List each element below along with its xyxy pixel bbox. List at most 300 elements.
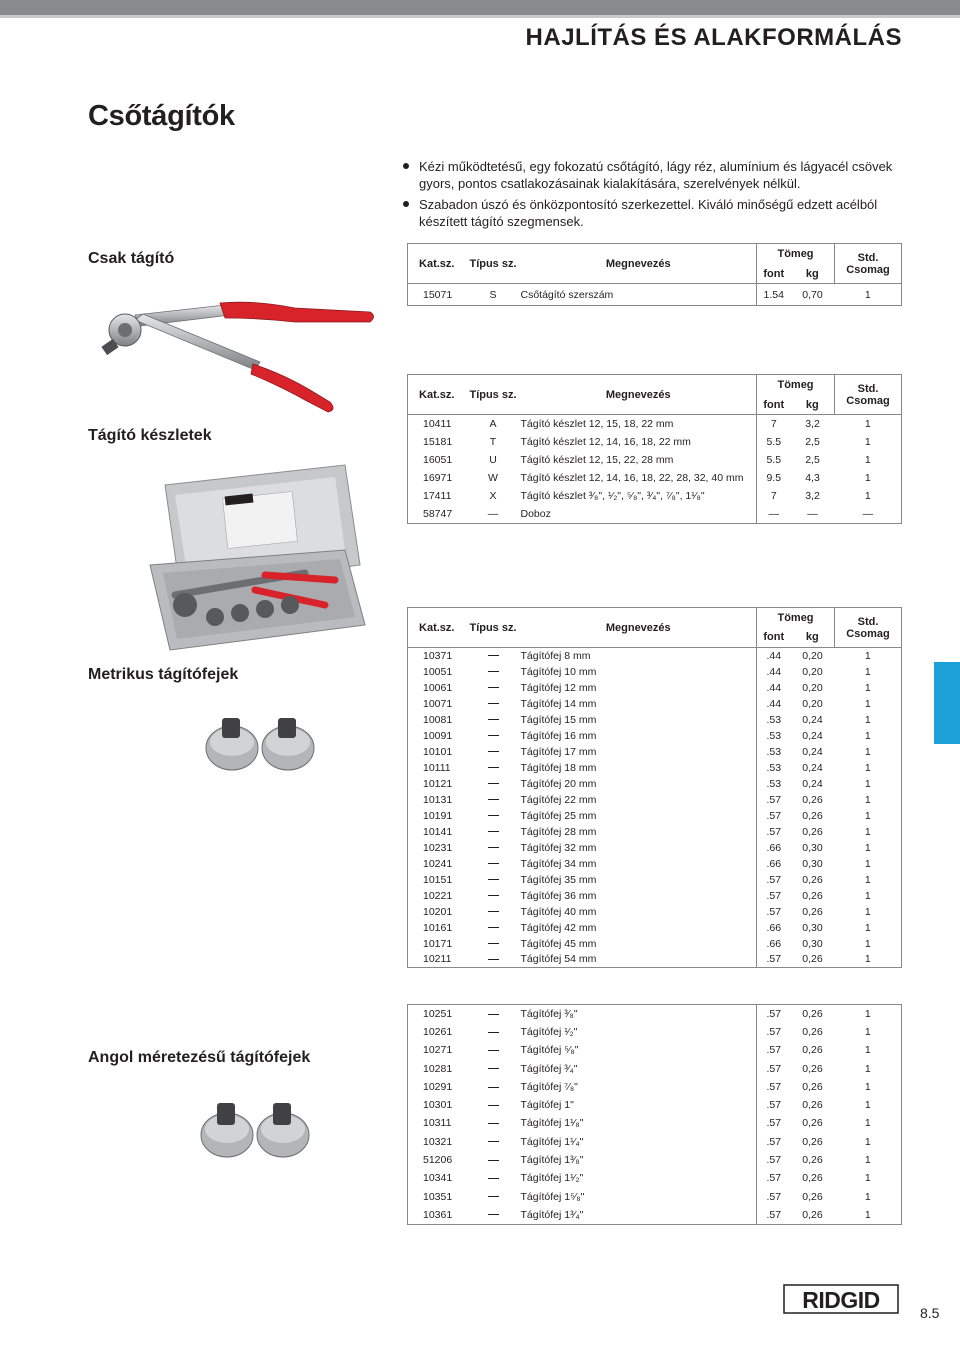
cell-name: Tágítófej 1" — [520, 1099, 574, 1112]
cell-kat: 16051 — [408, 451, 466, 469]
cell-name: Tágítófej 35 mm — [520, 873, 597, 886]
col-csomag-label: Csomag — [846, 263, 890, 276]
cell-kat: 10191 — [408, 808, 466, 824]
col-tipus: Típus sz. — [466, 608, 521, 648]
cell-kg: 0,26 — [802, 873, 823, 886]
cell-kg: 0,26 — [802, 825, 823, 838]
cell-std: 1 — [835, 1023, 902, 1041]
cell-name: Tágítófej 22 mm — [520, 793, 597, 806]
cell-font: .57 — [757, 888, 791, 904]
cell-kg: 0,26 — [802, 1044, 823, 1057]
cell-font: .57 — [757, 904, 791, 920]
cell-kg: 0,26 — [802, 1117, 823, 1130]
cell-kat: 16971 — [408, 469, 466, 487]
cell-tipus: — — [466, 505, 521, 524]
cell-kat: 10161 — [408, 920, 466, 936]
section-label-csak: Csak tágító — [88, 250, 175, 267]
cell-font: .66 — [757, 856, 791, 872]
cell-kat: 15071 — [408, 284, 466, 306]
cell-font: .53 — [757, 776, 791, 792]
cell-tipus: W — [488, 471, 498, 484]
cell-tipus — [466, 808, 521, 824]
header-title: HAJLÍTÁS ÉS ALAKFORMÁLÁS — [525, 24, 902, 51]
cell-kat: 10131 — [408, 792, 466, 808]
cell-tipus — [466, 904, 521, 920]
cell-font: .57 — [757, 1169, 791, 1187]
cell-font: 5.5 — [757, 433, 791, 451]
dash-mark — [488, 847, 499, 848]
table-row — [408, 487, 902, 505]
cell-kg: 0,26 — [802, 1172, 823, 1185]
col-kat: Kat.sz. — [408, 375, 466, 415]
cell-tipus — [466, 1059, 521, 1077]
cell-std: 1 — [835, 1169, 902, 1187]
cell-kat: 10341 — [408, 1169, 466, 1187]
cell-font: .57 — [757, 1078, 791, 1096]
dash-mark — [488, 1014, 499, 1015]
cell-kg: 0,30 — [802, 857, 823, 870]
cell-kg: 3,2 — [805, 489, 820, 502]
cell-font: .57 — [757, 1041, 791, 1059]
cell-tipus — [466, 1023, 521, 1041]
table-row — [408, 872, 902, 888]
cell-std: 1 — [835, 920, 902, 936]
col-kat: Kat.sz. — [408, 244, 466, 284]
dash-mark — [488, 1032, 499, 1033]
header-rule — [0, 15, 960, 18]
cell-tipus — [466, 1078, 521, 1096]
cell-std: 1 — [835, 284, 902, 306]
cell-kat: 10351 — [408, 1187, 466, 1205]
section-label-metrikus: Metrikus tágítófejek — [88, 666, 239, 683]
col-std — [835, 375, 902, 415]
col-kg: kg — [805, 631, 819, 644]
cell-kat: 58747 — [408, 505, 466, 524]
dash-mark — [488, 1123, 499, 1124]
cell-font: 9.5 — [757, 469, 791, 487]
table-row — [408, 680, 902, 696]
cell-kat: 10311 — [408, 1114, 466, 1132]
cell-kg: 0,26 — [802, 1062, 823, 1075]
header-bar — [0, 0, 960, 15]
bullet-icon — [403, 163, 409, 169]
feature-list — [402, 158, 902, 234]
cell-tipus — [466, 936, 521, 952]
cell-tipus — [466, 840, 521, 856]
cell-std: 1 — [835, 904, 902, 920]
cell-kat: 10321 — [408, 1133, 466, 1151]
dash-mark — [488, 703, 499, 704]
cell-kg: 0,26 — [802, 1099, 823, 1112]
cell-name: Tágítófej ¹⁄₂" — [520, 1025, 578, 1038]
table-row — [408, 728, 902, 744]
ridgid-logo — [782, 1283, 900, 1315]
cell-kg: 0,26 — [802, 793, 823, 806]
table-angol-tagitofejek — [407, 1004, 902, 1225]
dash-mark — [488, 911, 499, 912]
cell-name: Tágítófej ³⁄₄" — [520, 1062, 578, 1075]
cell-kat: 10141 — [408, 824, 466, 840]
cell-tipus: A — [466, 415, 521, 433]
cell-std: 1 — [835, 1187, 902, 1205]
cell-std: 1 — [835, 1133, 902, 1151]
cell-std: 1 — [835, 1206, 902, 1224]
cell-kg: 0,26 — [802, 809, 823, 822]
cell-std: 1 — [835, 664, 902, 680]
cell-tipus — [466, 1041, 521, 1059]
cell-kg: 0,24 — [802, 745, 823, 758]
col-kat: Kat.sz. — [408, 608, 466, 648]
cell-font: .44 — [757, 648, 791, 664]
col-tomeg: Tömeg — [757, 608, 835, 628]
cell-tipus — [466, 696, 521, 712]
table-tagito-keszletek — [407, 374, 902, 524]
cell-name: Tágítófej 25 mm — [520, 809, 597, 822]
table-row — [408, 1059, 902, 1077]
cell-tipus — [466, 792, 521, 808]
col-std-label: Std. — [857, 615, 879, 628]
dash-mark — [488, 1196, 499, 1197]
cell-tipus — [466, 1114, 521, 1132]
imperial-heads-image — [195, 1095, 315, 1165]
cell-std: 1 — [835, 1078, 902, 1096]
cell-tipus — [466, 1206, 521, 1224]
cell-std: 1 — [835, 433, 902, 451]
cell-tipus: U — [489, 453, 497, 466]
dash-mark — [488, 671, 499, 672]
table-row — [408, 904, 902, 920]
cell-font: 7 — [757, 487, 791, 505]
cell-name: Tágítófej 28 mm — [520, 825, 597, 838]
col-tipus: Típus sz. — [466, 375, 521, 415]
col-std — [835, 244, 902, 284]
cell-font: .66 — [757, 920, 791, 936]
col-csomag-label: Csomag — [846, 394, 890, 407]
cell-kat: 10081 — [408, 712, 466, 728]
cell-kg: 0,30 — [802, 921, 823, 934]
cell-std: — — [835, 505, 902, 524]
cell-kat: 10231 — [408, 840, 466, 856]
cell-kat: 10221 — [408, 888, 466, 904]
cell-kat: 10071 — [408, 696, 466, 712]
cell-std: 1 — [835, 1151, 902, 1169]
table-row — [408, 792, 902, 808]
bullet-icon — [403, 201, 409, 207]
col-tipus: Típus sz. — [466, 244, 521, 284]
cell-kg: 2,5 — [805, 435, 820, 448]
cell-kat: 10291 — [408, 1078, 466, 1096]
cell-name: Tágítófej 45 mm — [520, 937, 597, 950]
cell-name: Tágítófej 12 mm — [520, 681, 597, 694]
section-label-angol: Angol méretezésű tágítófejek — [88, 1049, 311, 1066]
cell-std: 1 — [835, 808, 902, 824]
table-metrikus-tagitofejek — [407, 607, 902, 968]
cell-kat: 10301 — [408, 1096, 466, 1114]
cell-kat: 17411 — [408, 487, 466, 505]
cell-std: 1 — [835, 487, 902, 505]
table-row — [408, 1041, 902, 1059]
cell-std: 1 — [835, 840, 902, 856]
cell-kat: 10171 — [408, 936, 466, 952]
cell-kat: 10111 — [408, 760, 466, 776]
cell-kg: — — [791, 505, 835, 524]
cell-name: Tágítófej 1¹⁄₄" — [520, 1135, 584, 1148]
col-kg: kg — [805, 398, 819, 411]
cell-std: 1 — [835, 1059, 902, 1077]
cell-tipus — [466, 1096, 521, 1114]
cell-std: 1 — [835, 792, 902, 808]
table-row — [408, 1005, 902, 1023]
dash-mark — [488, 719, 499, 720]
cell-font: .53 — [757, 728, 791, 744]
cell-kat: 10151 — [408, 872, 466, 888]
cell-tipus: X — [489, 489, 497, 502]
cell-std: 1 — [835, 696, 902, 712]
table-row — [408, 760, 902, 776]
table-row — [408, 415, 902, 433]
cell-tipus — [466, 824, 521, 840]
dash-mark — [488, 895, 499, 896]
cell-tipus: T — [489, 435, 497, 448]
cell-kg: 0,26 — [802, 905, 823, 918]
cell-kg: 0,26 — [791, 1206, 835, 1224]
dash-mark — [488, 1141, 499, 1142]
table-row — [408, 712, 902, 728]
cell-kat: 51206 — [408, 1151, 466, 1169]
cell-tipus — [466, 664, 521, 680]
col-name: Megnevezés — [521, 375, 757, 415]
cell-kat: 15181 — [408, 433, 466, 451]
cell-std: 1 — [835, 1005, 902, 1023]
table-row — [408, 1169, 902, 1187]
cell-font: 1.54 — [757, 284, 791, 306]
table-row — [408, 776, 902, 792]
cell-font: .57 — [757, 1096, 791, 1114]
cell-font: .44 — [757, 680, 791, 696]
cell-tipus — [466, 872, 521, 888]
cell-kg: 0,24 — [802, 777, 823, 790]
cell-tipus — [466, 776, 521, 792]
cell-font: .57 — [757, 1187, 791, 1205]
col-font: font — [757, 628, 791, 648]
cell-kat: 10361 — [408, 1206, 466, 1224]
cell-std: 1 — [835, 728, 902, 744]
dash-mark — [488, 959, 499, 960]
cell-std: 1 — [835, 824, 902, 840]
col-name: Megnevezés — [521, 244, 757, 284]
cell-std: 1 — [835, 680, 902, 696]
cell-tipus — [466, 888, 521, 904]
cell-name: Tágító készlet 12, 15, 22, 28 mm — [520, 453, 674, 466]
cell-tipus — [466, 648, 521, 664]
table-row — [408, 1206, 902, 1224]
dash-mark — [488, 783, 499, 784]
feature-item — [402, 158, 902, 192]
col-std-label: Std. — [857, 251, 879, 264]
page-title: Csőtágítók — [88, 100, 235, 132]
cell-tipus — [466, 1187, 521, 1205]
feature-text: Szabadon úszó és önközpontosító szerkezettel. Kiváló minőségű edzett acélból készített tágító szegmensek. — [419, 197, 878, 229]
cell-kat: 10371 — [408, 648, 466, 664]
cell-std: 1 — [835, 1041, 902, 1059]
cell-tipus — [466, 680, 521, 696]
cell-std: 1 — [835, 415, 902, 433]
cell-tipus — [466, 952, 521, 968]
dash-mark — [488, 1105, 499, 1106]
cell-kat: 10061 — [408, 680, 466, 696]
cell-std: 1 — [835, 469, 902, 487]
col-csomag-label: Csomag — [846, 627, 890, 640]
cell-std: 1 — [835, 760, 902, 776]
cell-font: .57 — [757, 1059, 791, 1077]
table-row — [408, 1078, 902, 1096]
cell-font: .57 — [757, 1023, 791, 1041]
col-font: font — [757, 396, 791, 415]
table-row — [408, 1133, 902, 1151]
cell-name: Tágítófej 8 mm — [521, 648, 757, 664]
dash-mark — [488, 1160, 499, 1161]
table-row — [408, 1023, 902, 1041]
cell-tipus — [466, 920, 521, 936]
cell-font: — — [757, 505, 791, 524]
cell-tipus: S — [466, 284, 521, 306]
cell-kg: 0,24 — [802, 761, 823, 774]
cell-name: Tágítófej 14 mm — [520, 697, 597, 710]
cell-kg: 0,24 — [802, 729, 823, 742]
cell-kat: 10051 — [408, 664, 466, 680]
dash-mark — [488, 751, 499, 752]
dash-mark — [488, 1178, 499, 1179]
cell-font: .66 — [757, 840, 791, 856]
cell-name: Tágítófej 20 mm — [520, 777, 597, 790]
cell-kg: 0,20 — [802, 681, 823, 694]
page-number: 8.5 — [920, 1305, 940, 1321]
cell-font: .53 — [757, 712, 791, 728]
dash-mark — [488, 687, 499, 688]
cell-kg: 0,24 — [802, 713, 823, 726]
cell-font: .57 — [757, 1206, 791, 1224]
col-name: Megnevezés — [521, 608, 757, 648]
dash-mark — [488, 927, 499, 928]
table-row — [408, 664, 902, 680]
cell-font: .57 — [757, 872, 791, 888]
metric-heads-image — [200, 708, 320, 778]
cell-kg: 0,26 — [802, 1025, 823, 1038]
cell-kg: 3,2 — [791, 415, 835, 433]
cell-font: 5.5 — [757, 451, 791, 469]
dash-mark — [488, 655, 499, 656]
table-row — [408, 840, 902, 856]
cell-name: Tágítófej 32 mm — [520, 841, 597, 854]
cell-std: 1 — [835, 888, 902, 904]
col-tomeg: Tömeg — [757, 375, 835, 396]
cell-font: .57 — [757, 824, 791, 840]
logo-text: RIDGID — [802, 1287, 880, 1313]
cell-tipus — [466, 712, 521, 728]
cell-name: Tágítófej ³⁄₈" — [521, 1005, 757, 1023]
dash-mark — [488, 1214, 499, 1215]
cell-std: 1 — [835, 952, 902, 968]
dash-mark — [488, 815, 499, 816]
dash-mark — [488, 1068, 499, 1069]
cell-font: .57 — [757, 952, 791, 968]
col-std — [835, 608, 902, 648]
cell-kg: 0,20 — [802, 697, 823, 710]
cell-name: Tágítófej 1³⁄₄" — [521, 1206, 757, 1224]
cell-tipus — [466, 1169, 521, 1187]
cell-name: Tágítófej ⁵⁄₈" — [520, 1044, 579, 1057]
cell-tipus — [466, 1005, 521, 1023]
cell-name: Csőtágító szerszám — [521, 284, 757, 306]
table-row — [408, 451, 902, 469]
cell-name: Tágítófej ⁷⁄₈" — [520, 1080, 578, 1093]
cell-name: Tágítófej 17 mm — [520, 745, 597, 758]
cell-tipus — [466, 1151, 521, 1169]
cell-kg: 0,26 — [802, 889, 823, 902]
cell-std: 1 — [835, 856, 902, 872]
cell-kat: 10211 — [408, 952, 466, 968]
cell-name: Doboz — [521, 505, 757, 524]
dash-mark — [488, 1050, 499, 1051]
col-std-label: Std. — [857, 382, 879, 395]
cell-kat: 10281 — [408, 1059, 466, 1077]
cell-kat: 10101 — [408, 744, 466, 760]
cell-kg: 2,5 — [805, 453, 820, 466]
tube-expander-image — [95, 290, 380, 420]
cell-font: .57 — [757, 1114, 791, 1132]
cell-font: .66 — [757, 936, 791, 952]
section-label-keszletek: Tágító készletek — [88, 427, 212, 444]
cell-name: Tágítófej 42 mm — [520, 921, 597, 934]
feature-item — [402, 196, 902, 230]
cell-font: .57 — [757, 1151, 791, 1169]
table-row — [408, 1151, 902, 1169]
cell-kat: 10201 — [408, 904, 466, 920]
cell-name: Tágítófej 1¹⁄₂" — [520, 1172, 584, 1185]
cell-kg: 0,26 — [802, 1135, 823, 1148]
cell-kg: 0,26 — [802, 1080, 823, 1093]
dash-mark — [488, 831, 499, 832]
dash-mark — [488, 863, 499, 864]
col-tomeg: Tömeg — [757, 244, 835, 265]
table-row — [408, 1114, 902, 1132]
table-row — [408, 433, 902, 451]
cell-font: .53 — [757, 760, 791, 776]
table-row — [408, 920, 902, 936]
cell-name: Tágítófej 10 mm — [520, 665, 597, 678]
cell-kat: 10271 — [408, 1041, 466, 1059]
table-row — [408, 936, 902, 952]
cell-kg: 0,70 — [791, 284, 835, 306]
cell-kg: 0,30 — [802, 937, 823, 950]
cell-kg: 4,3 — [805, 471, 820, 484]
cell-font: .44 — [757, 696, 791, 712]
cell-std: 1 — [835, 1114, 902, 1132]
table-csak-tagito — [407, 243, 902, 306]
cell-std: 1 — [835, 776, 902, 792]
cell-kg: 0,20 — [802, 665, 823, 678]
table-row — [408, 952, 902, 968]
cell-name: Tágítófej 18 mm — [520, 761, 597, 774]
cell-std: 1 — [835, 872, 902, 888]
cell-tipus — [466, 760, 521, 776]
cell-font: 7 — [757, 415, 791, 433]
col-kg: kg — [805, 267, 819, 280]
dash-mark — [488, 799, 499, 800]
table-row — [408, 284, 902, 306]
cell-font: .53 — [757, 744, 791, 760]
cell-std: 1 — [835, 1096, 902, 1114]
